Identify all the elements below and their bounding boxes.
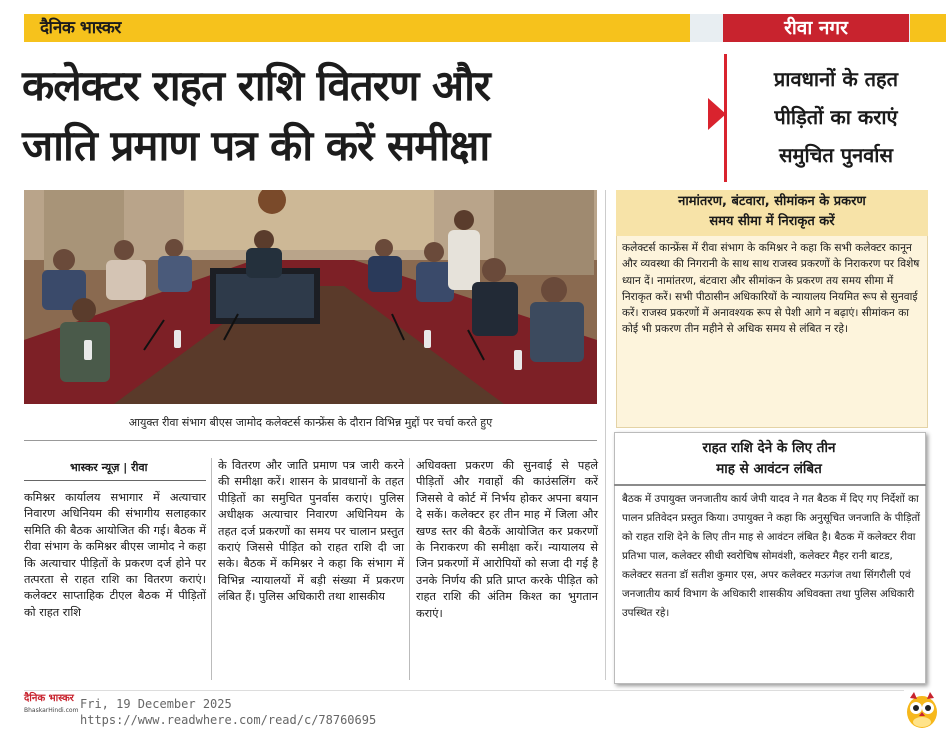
footer-logo[interactable] (24, 693, 78, 717)
footer-url[interactable]: https://www.readwhere.com/read/c/78760695 (80, 713, 377, 727)
edition-label: रीवा नगर (723, 14, 909, 42)
box2-title-line-1: राहत राशि देने के लिए तीन (702, 440, 836, 456)
headline (22, 56, 712, 176)
column-separator (211, 458, 212, 680)
footer-date: Fri, 19 December 2025 (80, 697, 232, 711)
dateline-rule (24, 480, 206, 481)
column-separator (409, 458, 410, 680)
subhead-divider (724, 54, 727, 182)
subhead-line-3: समुचित पुनर्वास (778, 143, 893, 167)
conference-photo (24, 190, 597, 404)
footer-logo-text: दैनिक भास्कर (24, 693, 74, 704)
column-separator (605, 190, 606, 680)
footer-rule (24, 690, 904, 691)
paper-name: दैनिक भास्कर (40, 18, 121, 38)
sidebar-box-relief-title (622, 438, 916, 480)
article-column-2: के वितरण और जाति प्रमाण पत्र जारी करने की समीक्षा करें। शासन के प्रावधानों के तहत पीड़ितों का समुचित पुनर्वास कराएं। पुलिस अधीक्षक अत्याचार निवारण अधिनियम के तहत दर्ज प्रकरणों का समय पर चालान प्रस्तुत कराएं जिससे पीड़ित को राहत राशि दी जा सके। बैठक में कमिश्नर ने कहा कि संभाग में विभिन्न न्यायालयों में बड़ी संख्या में प्रकरण लंबित हैं। पुलिस अधिकारी तथा शासकीय (218, 459, 404, 604)
sidebar-box-revenue-body: कलेक्टर्स कान्फ्रेंस में रीवा संभाग के कमिश्नर ने कहा कि सभी कलेक्टर कानून और व्यवस्था की निगरानी के साथ साथ राजस्व प्रकरणों के निराकरण पर विशेष ध्यान दें। नामांतरण, बंटवारा और सीमांकन के प्रकरण तय समय सीमा में निराकृत करें। सभी पीठासीन अधिकारियों के न्यायालय नियमित रूप से सुनवाई करें। राजस्व प्रकरणों में अनावश्यक रूप से पेशी आगे न बढ़ाएं। सीमांकन का कोई भी प्रकरण तीन महीने से अधिक समय से लंबित न रहे। (622, 242, 920, 336)
box1-title-line-2: समय सीमा में निराकृत करें (709, 214, 835, 229)
owl-icon-graphic (904, 690, 940, 730)
sidebar-box-revenue-title (622, 192, 922, 232)
footer-info (80, 696, 376, 728)
article-column-1: कमिश्नर कार्यालय सभागार में अत्याचार निवारण अधिनियम की संभागीय सलाहकार समिति की बैठक आयोजित की गई। बैठक में रीवा संभाग के कमिश्नर बीएस जामोद ने कहा कि अत्याचार पीड़ितों के प्रकरण दर्ज होने पर तत्परता से राहत राशि का वितरण कराएं। कलेक्टर साप्ताहिक टीएल बैठक में पीड़ितों को राहत राशि (24, 491, 206, 619)
photo-caption: आयुक्त रीवा संभाग बीएस जामोद कलेक्टर्स कान्फ्रेंस के दौरान विभिन्न मुद्दों पर चर्चा करते हुए (128, 416, 493, 429)
owl-icon[interactable] (904, 690, 940, 730)
article-column-3: अधिवक्ता प्रकरण की सुनवाई से पहले पीड़ितों और गवाहों की काउंसलिंग करें जिससे वे कोर्ट में निर्भय होकर अपना बयान दे सकें। कलेक्टर हर तीन माह में जिला और खण्ड स्तर की बैठकें आयोजित कर प्रकरणों के निराकरण की समीक्षा करें। न्यायालय से जिन प्रकरणों में आरोपियों को सजा दी गई है उनके निर्णय की प्रति प्राप्त करके पीड़ित को राहत राशि की अंतिम किश्त का भुगतान कराएं। (416, 459, 598, 620)
subhead (736, 60, 936, 174)
headline-line-2: जाति प्रमाण पत्र की करें समीक्षा (22, 121, 490, 170)
headline-line-1: कलेक्टर राहत राशि वितरण और (22, 61, 491, 110)
dateline: भास्कर न्यूज़ | रीवा (70, 461, 148, 474)
box1-title-line-1: नामांतरण, बंटवारा, सीमांकन के प्रकरण (678, 194, 866, 209)
sidebar-box-relief-rule (614, 484, 926, 486)
box2-title-line-2: माह से आवंटन लंबित (716, 461, 822, 477)
subhead-line-2: पीड़ितों का कराएं (774, 105, 898, 129)
caption-rule (24, 440, 597, 441)
footer-logo-sub: BhaskarHindi.com (24, 707, 79, 714)
sidebar-box-relief-body: बैठक में उपायुक्त जनजातीय कार्य जेपी यादव ने गत बैठक में दिए गए निर्देशों का पालन प्रतिवेदन प्रस्तुत किया। उपायुक्त ने कहा कि अनुसूचित जनजाति के पीड़ितों को राहत राशि देने के लिए तीन माह से आवंटन लंबित है। बैठक में कलेक्टर रीवा प्रतिभा पाल, कलेक्टर सीधी स्वरोचिष सोमवंशी, कलेक्टर मैहर रानी बाटड, कलेक्टर सतना डॉ सतीश कुमार एस, अपर कलेक्टर मऊगंज तथा सिंगरौली एवं जनजातीय कार्य विभाग के अधिकारी शासकीय अधिवक्ता तथा पुलिस अधिकारी उपस्थित रहे। (622, 493, 921, 619)
subhead-line-1: प्रावधानों के तहत (773, 67, 899, 91)
conference-photo-illustration (24, 190, 597, 404)
